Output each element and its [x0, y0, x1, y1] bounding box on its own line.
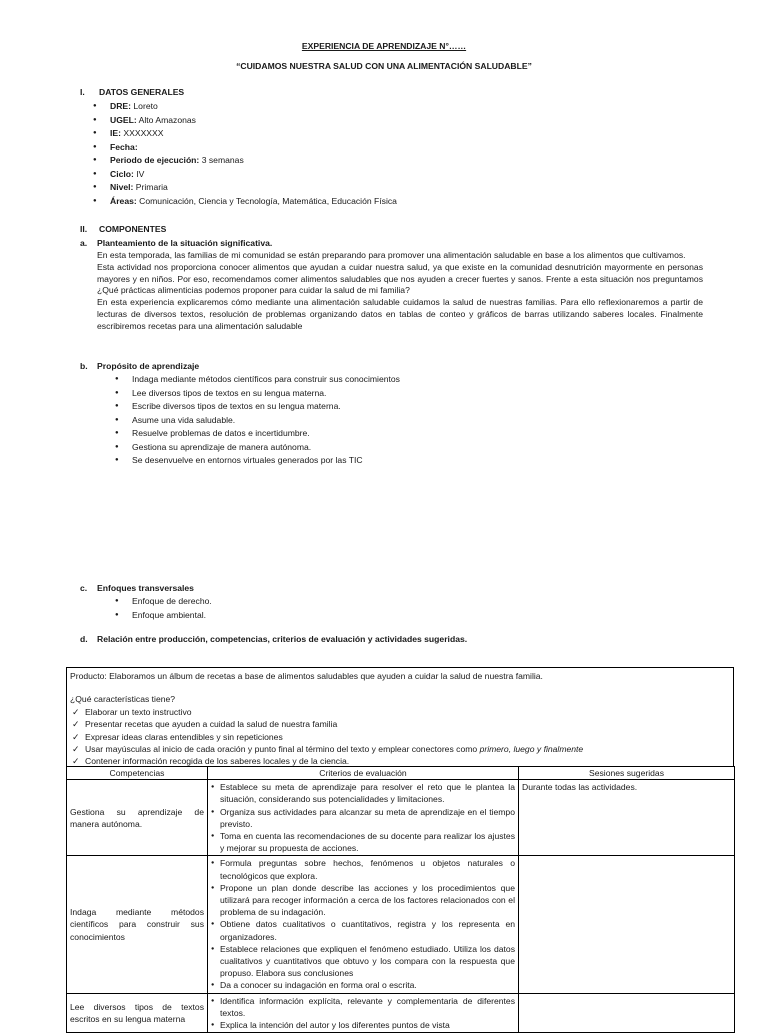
criterion: ● Propone un plan donde describe las acciones y los procedimientos que utilizará para recoger información a cerca de los factores relacionados con el problema de su indagación.	[211, 882, 515, 919]
list-item: ● Gestiona su aprendizaje de manera autónoma.	[115, 441, 400, 455]
sessions-cell	[519, 856, 735, 993]
list-item: ● Enfoque de derecho.	[115, 595, 212, 609]
list-item: ● Escribe diversos tipos de textos en su lengua materna.	[115, 400, 400, 414]
list-item: ● Resuelve problemas de datos e incertidumbre.	[115, 427, 400, 441]
list-item: ● Indaga mediante métodos científicos para construir sus conocimientos	[115, 373, 400, 387]
criteria-cell	[208, 856, 519, 993]
criterion: ● Identifica información explícita, relevante y complementaria de diferentes textos.	[211, 995, 515, 1019]
list-item: ● Fecha:	[93, 141, 397, 155]
section-heading-datos-generales	[80, 87, 184, 97]
section-number: II.	[80, 224, 88, 234]
product-question: ¿Qué características tiene?	[70, 694, 176, 705]
list-item: ✓ Contener información recogida de los saberes locales y de la ciencia.	[70, 755, 730, 767]
list-item: ✓ Usar mayúsculas al inicio de cada oración y punto final al término del texto y emplear conectores como primero, luego y finalmente	[70, 743, 730, 755]
criterion: ● Establece relaciones que expliquen el fenómeno estudiado. Utiliza los datos cualitativos y cuantitativos que obtuvo y los compara con la respuesta que propuso. Elabora sus conclusiones	[211, 943, 515, 980]
general-data-list	[93, 100, 397, 208]
criterion: ● Organiza sus actividades para alcanzar su meta de aprendizaje en el tiempo previsto.	[211, 806, 515, 830]
table-row	[67, 856, 735, 993]
list-item: ● DRE: Loreto	[93, 100, 397, 114]
list-item: ● UGEL: Alto Amazonas	[93, 114, 397, 128]
list-item: ✓ Elaborar un texto instructivo	[70, 706, 730, 718]
paragraph: En esta experiencia explicaremos cómo mediante una alimentación saludable cuidamos la salud de nuestras familias. Para ello reflexionaremos a partir de lecturas de diversos textos, resolución de problemas organizando datos en tablas de conteo y gráficos de barras utilizando saberes locales. Finalmente escribiremos recetas para una alimentación saludable	[97, 297, 703, 331]
section-number: I.	[80, 87, 85, 97]
sessions-cell: Durante todas las actividades.	[519, 780, 735, 856]
section-heading-componentes	[80, 224, 166, 234]
criterion: ● Toma en cuenta las recomendaciones de su docente para realizar los ajustes y mejorar su propuesta de acciones.	[211, 830, 515, 854]
list-item: ● Se desenvuelve en entornos virtuales generados por las TIC	[115, 454, 400, 468]
subsection-c-heading: c. Enfoques transversales	[80, 583, 194, 593]
experience-title: EXPERIENCIA DE APRENDIZAJE N°……	[301, 41, 467, 51]
list-item: ● IE: XXXXXXX	[93, 127, 397, 141]
table-row	[67, 780, 735, 856]
subsection-d-heading: d. Relación entre producción, competencias, criterios de evaluación y actividades sugeridas.	[80, 634, 468, 644]
subsection-a-heading: a. Planteamiento de la situación significativa.	[80, 238, 273, 248]
list-item: ● Ciclo: IV	[93, 168, 397, 182]
list-item: ✓ Expresar ideas claras entendibles y sin repeticiones	[70, 731, 730, 743]
list-item: ● Enfoque ambiental.	[115, 609, 212, 623]
competency-cell: Gestiona su aprendizaje de manera autónoma.	[67, 780, 208, 856]
column-header: Sesiones sugeridas	[519, 767, 735, 780]
competency-cell: Indaga mediante métodos científicos para construir sus conocimientos	[67, 856, 208, 993]
section-title: DATOS GENERALES	[99, 87, 185, 97]
list-item: ● Periodo de ejecución: 3 semanas	[93, 154, 397, 168]
product-text: Producto: Elaboramos un álbum de recetas a base de alimentos saludables que ayuden a cuidar la salud de nuestra familia.	[70, 671, 543, 681]
competencies-table	[66, 766, 735, 1033]
list-item: ● Asume una vida saludable.	[115, 414, 400, 428]
product-characteristics-list	[70, 706, 730, 768]
paragraph: En esta temporada, las familias de mi comunidad se están preparando para promover una alimentación saludable en base a los alimentos que cultivamos.	[97, 250, 686, 260]
section-title: COMPONENTES	[99, 224, 167, 234]
sessions-cell	[519, 993, 735, 1033]
criterion: ● Explica la intención del autor y los diferentes puntos de vista	[211, 1019, 515, 1031]
list-item: ● Áreas: Comunicación, Ciencia y Tecnología, Matemática, Educación Física	[93, 195, 397, 209]
criterion: ● Establece su meta de aprendizaje para resolver el reto que le plantea la situación, considerando sus potencialidades y limitaciones.	[211, 781, 515, 805]
learning-purpose-list	[115, 373, 400, 468]
table-row	[67, 993, 735, 1033]
criterion: ● Da a conocer su indagación en forma oral o escrita.	[211, 979, 515, 991]
connector-words: primero, luego y finalmente	[479, 744, 584, 755]
competency-cell: Lee diversos tipos de textos escritos en su lengua materna	[67, 993, 208, 1033]
list-item: ● Nivel: Primaria	[93, 181, 397, 195]
criterion: ● Obtiene datos cualitativos o cuantitativos, registra y los representa en organizadores.	[211, 918, 515, 942]
column-header: Criterios de evaluación	[208, 767, 519, 780]
criteria-cell	[208, 780, 519, 856]
situation-paragraphs	[97, 250, 703, 333]
experience-subtitle: “CUIDAMOS NUESTRA SALUD CON UNA ALIMENTACIÓN SALUDABLE”	[236, 61, 532, 71]
table-header-row	[67, 767, 735, 780]
list-item: ✓ Presentar recetas que ayuden a cuidad la salud de nuestra familia	[70, 718, 730, 730]
criterion: ● Formula preguntas sobre hechos, fenómenos u objetos naturales o tecnológicos que explora.	[211, 857, 515, 881]
transversal-approaches-list	[115, 595, 212, 622]
criteria-cell	[208, 993, 519, 1033]
column-header: Competencias	[67, 767, 208, 780]
paragraph: Esta actividad nos proporciona conocer alimentos que ayudan a cuidar nuestra salud, ya que existe en la comunidad desnutrición mayormente en personas mayores y en niños. Por eso, recomendamos comer alimentos saludables que nos ayuden a crecer fuertes y sanos. Frente a esta situación nos preguntamos ¿Qué prácticas alimenticias podemos proponer para cuidar la salud de mi familia?	[97, 261, 703, 296]
product-box	[66, 667, 734, 766]
list-item: ● Lee diversos tipos de textos en su lengua materna.	[115, 387, 400, 401]
subsection-b-heading: b. Propósito de aprendizaje	[80, 361, 200, 371]
